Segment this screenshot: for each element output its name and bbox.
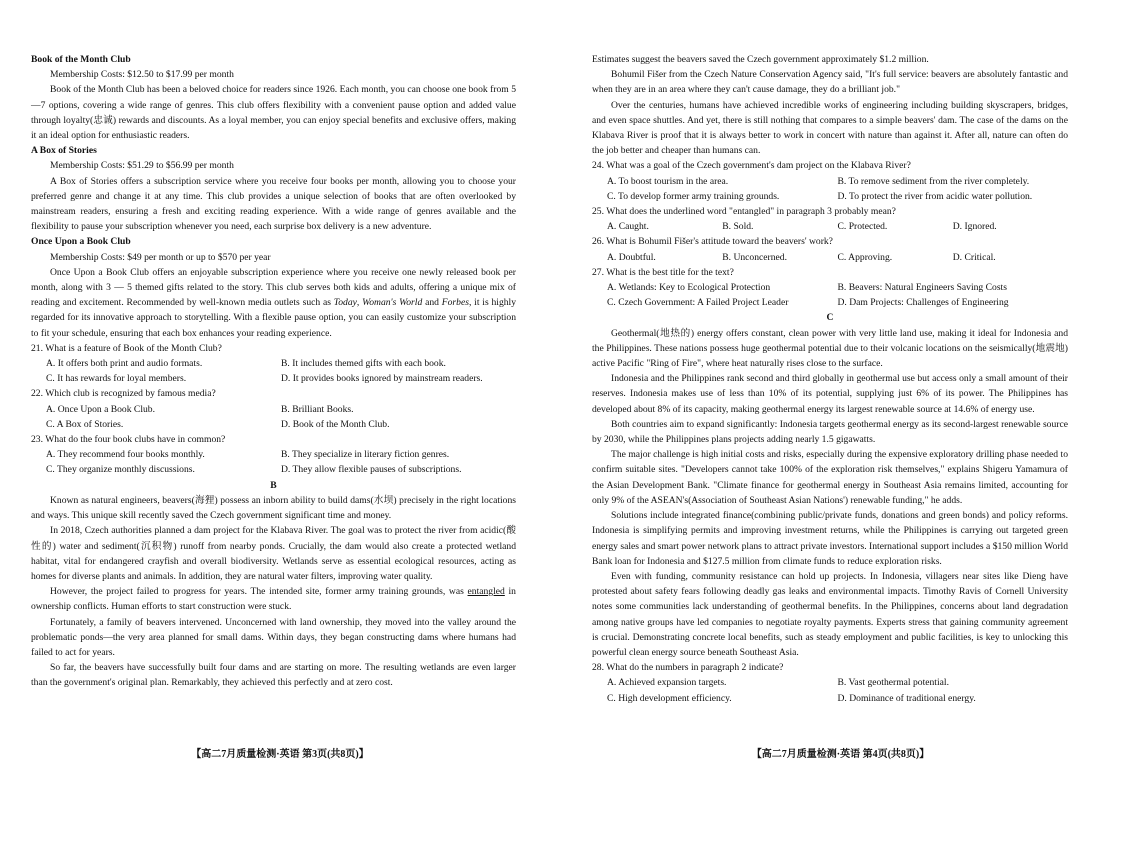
media-today: Today xyxy=(333,297,357,309)
question-26-options xyxy=(592,250,1068,265)
option-26-c: C. Approving. xyxy=(837,251,893,263)
option-28-d: D. Dominance of traditional energy. xyxy=(837,692,976,704)
question-24-options xyxy=(592,174,1068,204)
underlined-word-entangled: entangled xyxy=(467,586,505,598)
paragraph-3-part-2: in ownership conflicts. Human efforts to start construction were stuck. xyxy=(31,586,516,613)
question-21-options xyxy=(31,356,516,386)
option-23-b: B. They specialize in literary fiction genres. xyxy=(281,449,450,461)
passage-b-paragraph-3 xyxy=(31,584,516,614)
passage-b-paragraph-5: So far, the beavers have successfully built four dams and are starting on more. The resulting wetlands are even larger than the government's original plan. Remarkably, they achieved this perfectly and at zero cost. xyxy=(31,662,516,689)
option-22-d: D. Book of the Month Club. xyxy=(281,418,390,430)
passage-b-paragraph-7: Bohumil Fišer from the Czech Nature Conservation Agency said, "It's full service: beavers are absolutely fantastic and when they are in an area where they can't cause damage, they do a brilliant job." xyxy=(592,69,1068,96)
and-separator: and xyxy=(422,297,442,309)
club-3-title: Once Upon a Book Club xyxy=(31,236,131,248)
question-28: 28. What do the numbers in paragraph 2 indicate? xyxy=(592,662,784,674)
club-2-cost: Membership Costs: $51.29 to $56.99 per month xyxy=(50,160,234,172)
option-22-b: B. Brilliant Books. xyxy=(281,403,354,415)
question-25: 25. What does the underlined word "entangled" in paragraph 3 probably mean? xyxy=(592,206,896,218)
option-26-b: B. Unconcerned. xyxy=(722,251,787,263)
passage-c-paragraph-6: Even with funding, community resistance can hold up projects. In Indonesia, villagers near sites like Dieng have protested about safety fears following deadly gas leaks and environmental impacts. Timothy Ravis of Cornell University notes some communities lack understanding of geothermal benefits. In the Philippines, concerns about land degradation among native groups have led companies to negotiate royalty payments. Experts stress that gaining community agreement is crucial. Demonstrating concrete local benefits, such as steady employment and public facilities, is key to unlocking this powerful clean energy source beneath Southeast Asia. xyxy=(592,570,1068,658)
option-21-a: A. It offers both print and audio formats. xyxy=(46,358,203,370)
question-26: 26. What is Bohumil Fišer's attitude toward the beavers' work? xyxy=(592,236,833,248)
option-24-c: C. To develop former army training grounds. xyxy=(607,190,780,202)
passage-c-paragraph-3: Both countries aim to expand significantly: Indonesia targets geothermal energy as its second-largest renewable source by 2030, while the Philippines plans projects adding nearly 1.5 gigawatts. xyxy=(592,418,1068,446)
question-24: 24. What was a goal of the Czech government's dam project on the Klabava River? xyxy=(592,160,911,172)
passage-c-paragraph-1: Geothermal(地热的) energy offers constant, clean power with very little land use, making it ideal for Indonesia and the Philippines. These nations possess huge geothermal potential due to their volcanic locations on the seismically(地震地) active Pacific "Ring of Fire", where heat naturally rises close to the surface. xyxy=(592,327,1068,370)
option-24-d: D. To protect the river from acidic water pollution. xyxy=(837,190,1033,202)
club-3-body xyxy=(31,265,516,341)
option-27-a: A. Wetlands: Key to Ecological Protection xyxy=(607,282,771,294)
right-page-footer: 【高二7月质量检测·英语 第4页(共8页)】 xyxy=(751,749,930,760)
club-3-cost: Membership Costs: $49 per month or up to $570 per year xyxy=(50,251,271,263)
option-24-b: B. To remove sediment from the river completely. xyxy=(837,175,1030,187)
option-25-d: D. Ignored. xyxy=(952,221,997,233)
paragraph-3-part-1: However, the project failed to progress for years. The intended site, former army training grounds, was xyxy=(50,586,468,598)
comma-separator: , xyxy=(356,297,363,309)
left-page-footer: 【高二7月质量检测·英语 第3页(共8页)】 xyxy=(191,749,369,760)
left-page-column xyxy=(31,52,516,691)
club-2-title: A Box of Stories xyxy=(31,145,97,157)
club-1-cost: Membership Costs: $12.50 to $17.99 per month xyxy=(50,69,234,81)
option-27-b: B. Beavers: Natural Engineers Saving Costs xyxy=(837,282,1007,294)
question-27-options xyxy=(592,280,1068,310)
question-28-options xyxy=(592,675,1068,705)
club-2-body: A Box of Stories offers a subscription service where you receive four books per month, allowing you to choose your preferred genre and change it at any time. This club provides a unique selection of books that are often overlooked by mainstream readers, ensuring a fresh and exciting reading experience. With a wide range of genres available and the flexibility to pause your subscription whenever you need, each surprise box delivery is a new adventure. xyxy=(31,175,516,233)
media-forbes: Forbes xyxy=(441,297,469,309)
question-21: 21. What is a feature of Book of the Month Club? xyxy=(31,342,222,354)
option-28-c: C. High development efficiency. xyxy=(607,692,732,704)
media-womans-world: Woman's World xyxy=(362,297,423,309)
right-page-column xyxy=(592,52,1068,706)
option-25-a: A. Caught. xyxy=(607,221,649,233)
club-3-body-part-2: , it is highly regarded for its innovative approach to storytelling. With a flexible pause option, you can easily customize your subscription to fit your schedule, ensuring that each box enhances your reading experience. xyxy=(31,297,517,339)
option-27-d: D. Dam Projects: Challenges of Engineering xyxy=(837,297,1009,309)
passage-b-paragraph-8: Over the centuries, humans have achieved incredible works of engineering including building skyscrapers, bridges, and even space shuttles. And yet, there is still nothing that compares to a simple beavers' dam. The case of the dams on the Klabava River is proof that it is always better to work in concert with nature than against it. After all, nature can often do the job better and cheaper than humans can. xyxy=(592,99,1068,157)
option-22-a: A. Once Upon a Book Club. xyxy=(46,403,155,415)
club-1-body: Book of the Month Club has been a beloved choice for readers since 1926. Each month, you can choose one book from 5—7 options, covering a wide range of genres. This club offers flexibility with a convenient pause option and added value through loyalty(忠诚) rewards and discounts. As a loyal member, you can enjoy special benefits and exclusive offers, making it an ideal option for enthusiastic readers. xyxy=(31,84,516,142)
option-21-d: D. It provides books ignored by mainstream readers. xyxy=(281,373,483,385)
option-21-b: B. It includes themed gifts with each book. xyxy=(281,358,446,370)
question-23: 23. What do the four book clubs have in common? xyxy=(31,434,226,446)
passage-b-paragraph-1: Known as natural engineers, beavers(海狸) possess an inborn ability to build dams(水坝) precisely in the right locations and ways. This unique skill recently saved the Czech government significant time and money. xyxy=(31,494,516,522)
club-3-body-part-1: Once Upon a Book Club offers an enjoyable subscription experience where you receive one newly released book per month, along with 3 — 5 themed gifts related to the story. This club serves both kids and adults, offering a unique mix of reading and excitement. Recommended by well-known media outlets such as xyxy=(31,266,516,309)
option-27-c: C. Czech Government: A Failed Project Leader xyxy=(607,297,789,309)
option-28-a: A. Achieved expansion targets. xyxy=(607,677,727,689)
option-26-a: A. Doubtful. xyxy=(607,251,656,263)
option-25-b: B. Sold. xyxy=(722,221,754,233)
club-1-title: Book of the Month Club xyxy=(31,54,131,65)
option-25-c: C. Protected. xyxy=(837,221,888,233)
option-24-a: A. To boost tourism in the area. xyxy=(607,175,729,187)
question-22-options xyxy=(31,402,516,432)
question-23-options xyxy=(31,447,516,477)
option-26-d: D. Critical. xyxy=(952,251,996,263)
option-23-a: A. They recommend four books monthly. xyxy=(46,449,205,461)
passage-c-paragraph-4: The major challenge is high initial costs and risks, especially during the expensive exploratory drilling phase needed to confirm suitable sites. "Developers cannot take 100% of the exploration risk themselves," explains Shigeru Yamamura of the Asian Development Bank. "Climate finance for geothermal energy in Southeast Asia remains limited, accounting for only 9% of the ASEAN's(Association of Southeast Asian Nations') renewable funding," he adds. xyxy=(592,449,1068,506)
option-28-b: B. Vast geothermal potential. xyxy=(837,677,949,689)
passage-b-paragraph-6: Estimates suggest the beavers saved the Czech government approximately $1.2 million. xyxy=(592,54,929,65)
question-22: 22. Which club is recognized by famous media? xyxy=(31,388,216,400)
option-21-c: C. It has rewards for loyal members. xyxy=(46,373,187,385)
section-c-heading: C xyxy=(826,312,834,324)
passage-b-paragraph-4: Fortunately, a family of beavers intervened. Unconcerned with land ownership, they moved into the valley around the problematic ponds—the very area planned for small dams. Within days, they began constructing dams where humans had failed to act for years. xyxy=(31,616,516,658)
option-22-c: C. A Box of Stories. xyxy=(46,418,124,430)
question-27: 27. What is the best title for the text? xyxy=(592,266,734,278)
passage-b-paragraph-2: In 2018, Czech authorities planned a dam project for the Klabava River. The goal was to protect the river from acidic(酸性的) water and sediment(沉积物) runoff from nearby ponds. Crucially, the dam would also create a protected wetland habitat, vital for endangered crayfish and overall biodiversity. Wetlands serve as essential ecological resources, acting as homes for diverse plants and animals. In addition, they are natural water filters, improving water quality. xyxy=(31,525,516,582)
passage-c-paragraph-5: Solutions include integrated finance(combining public/private funds, donations and green bonds) and policy reforms. Indonesia is simplifying permits and improving investment returns, while the Philippines is carrying out targeted green energy sales and smart power network plans to attract private investors. International support includes a $150 million World Bank loan for Indonesia and $127.5 million from climate funds to reduce exploration risks. xyxy=(592,510,1068,567)
question-25-options xyxy=(592,219,1068,234)
option-23-c: C. They organize monthly discussions. xyxy=(46,464,195,476)
option-23-d: D. They allow flexible pauses of subscriptions. xyxy=(281,464,462,476)
section-b-heading: B xyxy=(270,479,277,491)
passage-c-paragraph-2: Indonesia and the Philippines rank second and third globally in geothermal use but access only a small amount of their reserves. Indonesia makes use of less than 10% of its potential, supplying just 6% of its power. The Philippines has developed about 8% of its capacity, making geothermal energy its largest renewable source at 14.6% of energy use. xyxy=(592,373,1068,415)
